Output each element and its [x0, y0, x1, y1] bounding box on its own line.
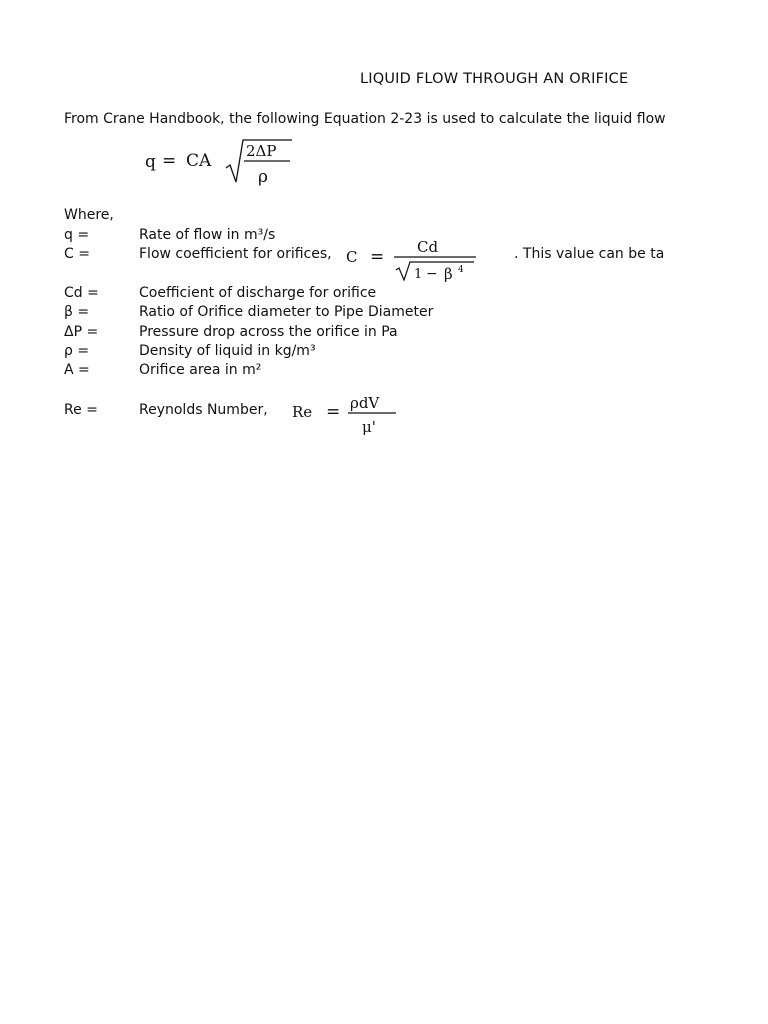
re-eq-equals: =	[326, 402, 341, 422]
coef-eq-den-beta: β	[444, 265, 453, 283]
coef-eq-den-exponent: 4	[458, 265, 464, 275]
definition-symbol: Re =	[64, 402, 98, 418]
definition-description: Flow coefficient for orifices,	[139, 246, 332, 262]
definition-symbol: q =	[64, 227, 90, 243]
reynolds-equation	[290, 392, 410, 438]
re-eq-denominator: μ'	[362, 418, 376, 436]
definition-symbol: ΔP =	[64, 324, 99, 340]
coef-eq-numerator: Cd	[417, 238, 439, 256]
coefficient-equation	[344, 236, 484, 284]
coef-eq-den-minus: −	[426, 266, 438, 282]
flow-eq-equals: =	[162, 151, 177, 171]
definition-description: Orifice area in m²	[139, 362, 262, 378]
coef-eq-lhs: C	[346, 248, 358, 266]
flow-equation	[140, 134, 310, 190]
coef-eq-den-one: 1	[414, 267, 423, 282]
definition-description: Pressure drop across the orifice in Pa	[139, 324, 398, 340]
flow-eq-numerator: 2ΔP	[246, 142, 277, 160]
where-label: Where,	[64, 207, 114, 223]
coefficient-trailing-text: . This value can be ta	[514, 246, 665, 262]
definition-description: Rate of flow in m³/s	[139, 227, 276, 243]
definition-symbol: Cd =	[64, 285, 99, 301]
definition-symbol: A =	[64, 362, 90, 378]
definition-description: Ratio of Orifice diameter to Pipe Diameter	[139, 304, 434, 320]
definition-description: Density of liquid in kg/m³	[139, 343, 316, 359]
page-title: LIQUID FLOW THROUGH AN ORIFICE	[360, 71, 629, 87]
re-eq-numerator: ρdV	[350, 394, 380, 412]
definition-description: Reynolds Number,	[139, 402, 268, 418]
flow-eq-denominator: ρ	[258, 167, 268, 187]
flow-eq-lhs: q	[145, 152, 156, 172]
definition-symbol: ρ =	[64, 343, 90, 359]
re-eq-lhs: Re	[292, 403, 313, 421]
flow-eq-coeff: CA	[186, 151, 212, 171]
coef-eq-equals: =	[370, 247, 385, 267]
definition-symbol: β =	[64, 304, 90, 320]
intro-text: From Crane Handbook, the following Equation 2-23 is used to calculate the liquid flow	[64, 111, 666, 127]
definition-symbol: C =	[64, 246, 90, 262]
definition-description: Coefficient of discharge for orifice	[139, 285, 377, 301]
